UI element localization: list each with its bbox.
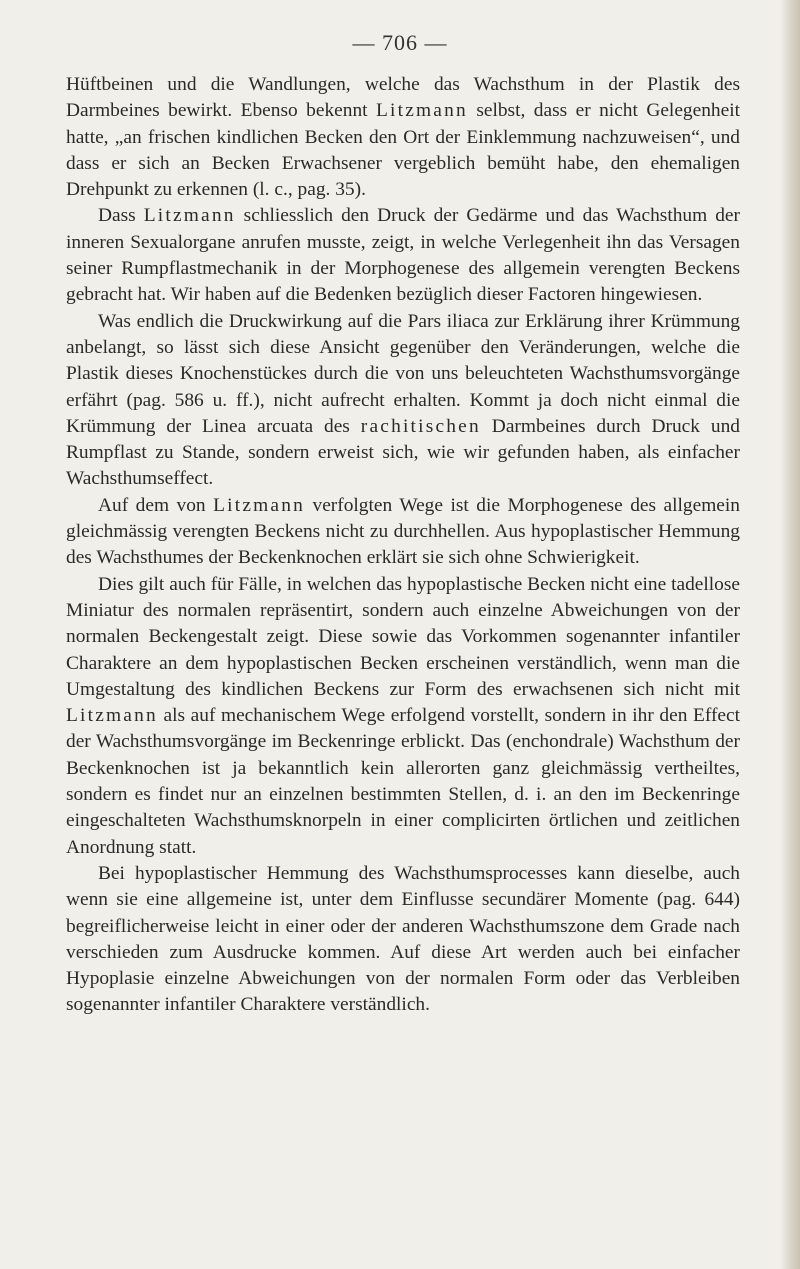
emphasized-term: rachitischen [360, 415, 481, 437]
paragraph [66, 493, 740, 572]
text-segment: als auf mechanischem Wege erfolgend vorstellt, sondern in ihr den Effect der Wachsthumsvorgänge im Beckenringe erblickt. Das (enchondrale) Wachsthum der Beckenknochen ist ja bekanntlich kein allerorten ganz gleichmässig vertheiltes, sondern es findet nur an einzelnen bestimmten Stellen, d. i. an den im Beckenringe eingeschalteten Wachsthumsknorpeln in einer complicirten örtlichen und zeitlichen Anordnung statt. [66, 705, 740, 858]
body-text [66, 72, 740, 1019]
paragraph [66, 572, 740, 861]
paragraph [66, 309, 740, 493]
text-segment: verfolgten Wege ist die Morphogenese des allgemein gleichmässig verengten Beckens nicht zu durchhellen. Aus hypoplastischer Hemmung des Wachsthumes der Beckenknochen erklärt sie sich ohne Schwierigkeit. [66, 494, 740, 569]
page-edge-shadow [780, 0, 800, 1269]
text-segment: Dass [98, 205, 144, 227]
author-name: Litzmann [143, 205, 236, 227]
text-segment: schliesslich den Druck der Gedärme und das Wachsthum der inneren Sexualorgane anrufen musste, zeigt, in welche Verlegenheit ihn das Versagen seiner Rumpflastmechanik in der Morphogenese des allgemein verengten Beckens gebracht hat. Wir haben auf die Bedenken bezüglich dieser Factoren hingewiesen. [66, 205, 740, 306]
text-segment: Dies gilt auch für Fälle, in welchen das hypoplastische Becken nicht eine tadellose Miniatur des normalen repräsentirt, sondern auch einzelne Abweichungen von der normalen Beckengestalt zeigt. Diese sowie das Vorkommen sogenannter infantiler Charaktere an dem hypoplastischen Becken erscheinen verständlich, wenn man die Umgestaltung des kindlichen Beckens zur Form des erwachsenen sich nicht mit [66, 573, 740, 700]
text-segment: Auf dem von [98, 494, 214, 516]
author-name: Litzmann [213, 494, 306, 516]
text-segment: Darmbeines durch Druck und Rumpflast zu Stande, sondern erweist sich, wie wir gefunden haben, als einfacher Wachsthumseffect. [66, 415, 740, 490]
author-name: Litzmann [66, 705, 158, 727]
paragraph [66, 861, 740, 1019]
author-name: Litzmann [375, 100, 468, 122]
page-number: — 706 — [352, 30, 448, 55]
text-segment: Hüftbeinen und die Wandlungen, welche das Wachsthum in der Plastik des Darmbeines bewirkt. Ebenso bekennt [66, 74, 740, 122]
paragraph [66, 72, 740, 203]
text-segment: selbst, dass er nicht Gelegenheit hatte, „an frischen kindlichen Becken den Ort der Einklemmung nachzuweisen“, und dass er sich an Becken Erwachsener vergeblich bemüht habe, den ehemaligen Drehpunkt zu erkennen (l. c., pag. 35). [66, 100, 740, 201]
text-segment: Was endlich die Druckwirkung auf die Pars iliaca zur Erklärung ihrer Krümmung anbelangt, so lässt sich diese Ansicht gegenüber den Veränderungen, welche die Plastik dieses Knochenstückes durch die von uns beleuchteten Wachsthumsvorgänge erfährt (pag. 586 u. ff.), nicht aufrecht erhalten. Kommt ja doch nicht einmal die Krümmung der Linea arcuata des [66, 310, 740, 437]
paragraph [66, 203, 740, 308]
text-segment: Bei hypoplastischer Hemmung des Wachsthumsprocesses kann dieselbe, auch wenn sie eine allgemeine ist, unter dem Einflusse secundärer Momente (pag. 644) begreiflicherweise leicht in einer oder der anderen Wachsthumszone dem Grade nach verschieden zum Ausdrucke kommen. Auf diese Art werden auch bei einfacher Hypoplasie einzelne Abweichungen von der normalen Form oder das Verbleiben sogenannter infantiler Charaktere verständlich. [66, 862, 740, 1016]
